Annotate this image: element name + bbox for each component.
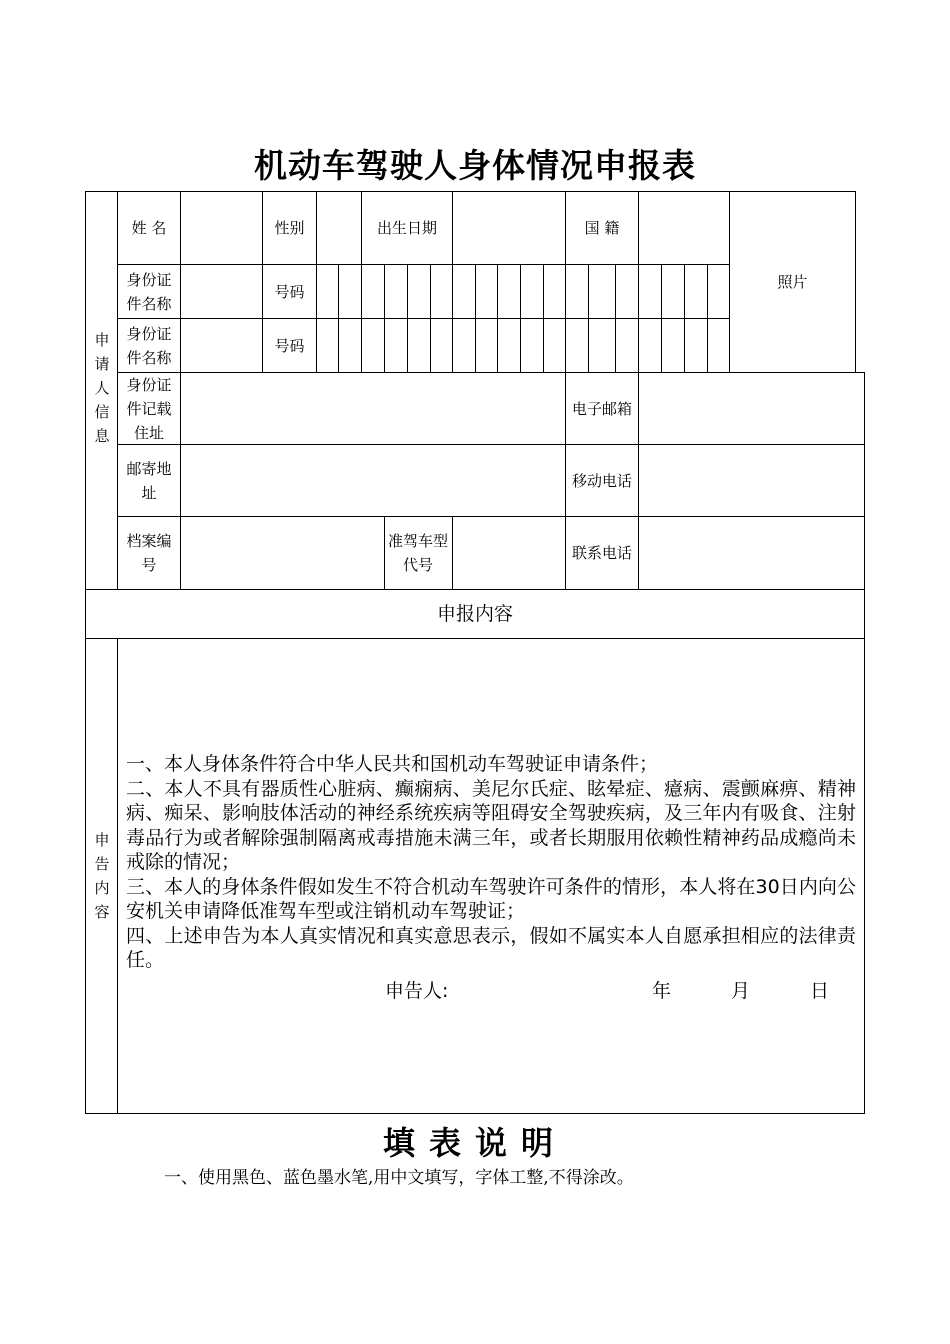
mail-address-label: 邮寄地址 bbox=[126, 459, 172, 502]
nationality-label: 国 籍 bbox=[584, 219, 620, 237]
vehicle-class-label: 准驾车型代号 bbox=[388, 532, 449, 574]
mobile-field[interactable] bbox=[639, 445, 864, 516]
mail-address-field[interactable] bbox=[181, 445, 565, 516]
form-title: 机动车驾驶人身体情况申报表 bbox=[254, 146, 696, 185]
birth-date-label: 出生日期 bbox=[376, 219, 437, 237]
date-day-label: 日 bbox=[810, 980, 830, 1002]
declarant-label: 申告人: bbox=[385, 980, 449, 1002]
id-type-field-2[interactable] bbox=[181, 319, 262, 372]
vehicle-class-field[interactable] bbox=[453, 517, 565, 589]
email-field[interactable] bbox=[639, 373, 864, 444]
file-no-label: 档案编号 bbox=[126, 532, 172, 574]
birth-date-field[interactable] bbox=[453, 192, 565, 264]
file-no-field[interactable] bbox=[181, 517, 384, 589]
gender-label: 性别 bbox=[274, 219, 305, 237]
photo-box[interactable]: 照片 bbox=[777, 273, 808, 291]
applicant-section-label: 申请人信息 bbox=[94, 331, 110, 445]
id-number-label-2: 号码 bbox=[274, 336, 305, 355]
declarant-signature-field[interactable] bbox=[462, 976, 642, 1000]
date-month-label: 月 bbox=[731, 980, 751, 1002]
id-number-label-1: 号码 bbox=[274, 282, 305, 301]
declaration-item-1: 一、本人身体条件符合中华人民共和国机动车驾驶证申请条件； bbox=[126, 753, 659, 775]
declaration-section-label: 申告内容 bbox=[94, 831, 110, 921]
declaration-text bbox=[126, 752, 856, 973]
gender-field[interactable] bbox=[317, 192, 361, 264]
date-year-label: 年 bbox=[652, 980, 672, 1002]
declaration-header: 申报内容 bbox=[436, 603, 513, 625]
declaration-item-4: 四、上述申告为本人真实情况和真实意思表示，假如不属实本人自愿承担相应的法律责任。 bbox=[126, 924, 856, 971]
declaration-item-2: 二、本人不具有器质性心脏病、癫痫病、美尼尔氏症、眩晕症、癔病、震颤麻痹、精神病、痴呆、影响肢体活动的神经系统疾病等阻碍安全驾驶疾病，及三年内有吸食、注射毒品行为或者解除强制隔离戒毒措施未满三年，或者长期服用依赖性精神药品成瘾尚未戒除的情况； bbox=[126, 777, 856, 873]
id-type-label-1: 身份证件名称 bbox=[126, 270, 172, 313]
instruction-item-1: 一、使用黑色、蓝色墨水笔,用中文填写，字体工整,不得涂改。 bbox=[164, 1168, 634, 1188]
declaration-item-3: 三、本人的身体条件假如发生不符合机动车驾驶许可条件的情形，本人将在30日内向公安机关申请降低准驾车型或注销机动车驾驶证； bbox=[126, 875, 856, 922]
instructions-title: 填表说明 bbox=[382, 1124, 567, 1162]
id-type-label-2: 身份证件名称 bbox=[126, 324, 172, 367]
nationality-field[interactable] bbox=[639, 192, 729, 264]
contact-phone-label: 联系电话 bbox=[571, 544, 632, 562]
id-address-field[interactable] bbox=[181, 373, 565, 444]
email-label: 电子邮箱 bbox=[571, 399, 632, 418]
name-label: 姓 名 bbox=[131, 219, 167, 237]
mobile-label: 移动电话 bbox=[571, 471, 632, 490]
id-address-label: 身份证件记载住址 bbox=[126, 375, 172, 442]
id-type-field-1[interactable] bbox=[181, 265, 262, 318]
name-field[interactable] bbox=[181, 192, 262, 264]
contact-phone-field[interactable] bbox=[639, 517, 864, 589]
